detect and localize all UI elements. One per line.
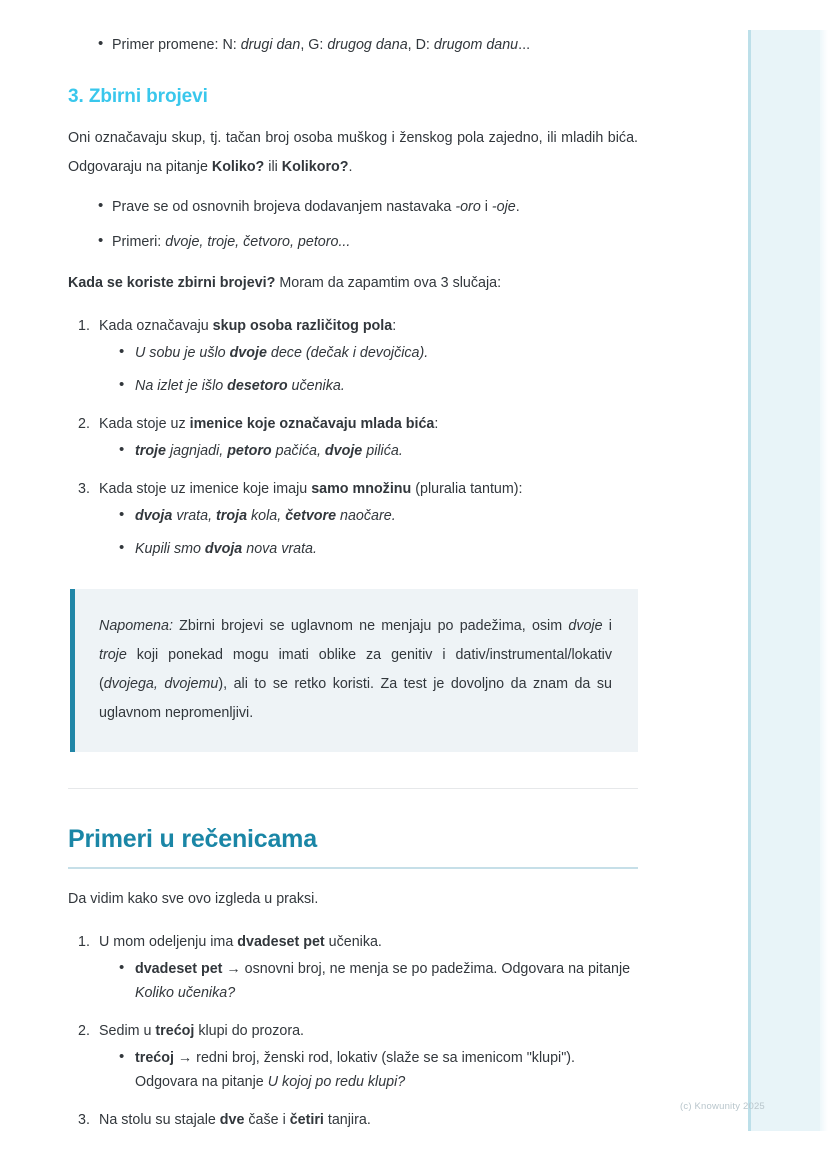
intro-part-1: Oni označavaju skup, tj. tačan broj osoba muškog i ženskog pola zajedno, ili mladih bića. Odgovaraju na pitanje [68,130,638,175]
list-item [98,231,638,253]
p0-bold: dvadeset pet [237,934,325,950]
intro-part-3: . [348,159,353,175]
list-item [68,477,638,561]
list-item [68,1108,638,1132]
list-item [98,196,638,218]
c1e0-em-2: jagnjadi, [165,443,228,459]
page-title-underline [68,867,638,869]
c2e0-em-3: kola, [247,508,286,524]
b0-part-1: Prave se od osnovnih brojeva dodavanjem nastavaka [112,199,456,215]
p2-bold: dve [219,1112,245,1128]
note-part-4: ), ali to se retko koristi. Za test je dovoljno da znam da su uglavnom nepromenljivi. [99,676,612,721]
c2e1-em-1: Kupili smo [135,541,205,557]
c2e0-b-3: četvore [285,508,337,524]
section-divider [68,788,638,789]
usage-lead-bold: Kada se koriste zbirni brojevi? [68,275,276,291]
note-label: Napomena: [99,618,173,634]
list-item [98,34,638,56]
bullet-text-lead: Primer promene: N: [112,37,241,53]
c2e1-b-1: dvoja [204,541,243,557]
side-panel-fade [820,30,828,1131]
primeri-intro: Da vidim kako sve ovo izgleda u praksi. [68,891,319,907]
list-item [68,314,638,398]
list-item [119,374,638,398]
bullet-em-2: drugog dana [327,37,408,53]
bullet-text-mid-1: , G: [300,37,328,53]
list-item [68,412,638,463]
usage-lead-rest: Moram da zapamtim ova 3 slučaja: [275,275,502,291]
p1-tail: klupi do prozora. [194,1023,305,1039]
c0e0-em-2: dece (dečak i devojčica). [266,345,429,361]
p2-bold-2: četiri [289,1112,324,1128]
note-part-3: koji ponekad mogu imati oblike za genitiv i dativ/instrumental/lokativ ( [99,647,612,692]
note-part-2: i [602,618,612,634]
c1e0-b-1: troje [135,443,166,459]
list-item [68,930,638,1005]
note-em-3: dvojega, dvojemu [103,676,219,692]
b1-em-1: dvoje, troje, četvoro, petoro... [165,234,351,250]
case2-examples [99,504,638,561]
case0-bold: skup osoba različitog pola [212,318,393,334]
c1e0-em-3: pačića, [271,443,325,459]
p1s0-bold: trećoj [135,1050,174,1066]
b0-em-2: -oje [491,199,516,215]
c2e0-em-4: naočare. [336,508,396,524]
c2e0-b-1: dvoja [135,508,173,524]
case0-examples [99,341,638,398]
p2-tail: čaše i [244,1112,290,1128]
top-bullet-list [68,34,638,56]
c1e0-b-3: dvoje [324,443,363,459]
c0e0-em-1: U sobu je ušlo [135,345,230,361]
c1e0-em-4: pilića. [362,443,403,459]
document-content [68,34,638,1132]
c2e0-em-2: vrata, [172,508,217,524]
b1-part-1: Primeri: [112,234,166,250]
note-callout [70,589,638,752]
intro-bold-kolikoro: Kolikoro? [281,159,349,175]
case2-bold: samo množinu [311,481,412,497]
c0e1-b-1: desetoro [227,378,288,394]
case0-lead: Kada označavaju [99,318,213,334]
bullet-text-mid-2: , D: [407,37,434,53]
p0s0-text: → osnovni broj, ne menja se po padežima. Odgovara na pitanje [222,961,631,977]
case1-bold: imenice koje označavaju mlada bića [189,416,435,432]
list-item [119,537,638,561]
p0s0-bold: dvadeset pet [135,961,223,977]
c0e0-b-1: dvoje [229,345,267,361]
zbirni-bullet-list [68,196,638,253]
usage-lead-paragraph [68,269,638,298]
list-item [119,957,638,1005]
intro-part-2: ili [264,159,282,175]
p0-lead: U mom odeljenju ima [99,934,238,950]
bullet-em-1: drugi dan [240,37,301,53]
p1-lead: Sedim u [99,1023,156,1039]
note-em-1: dvoje [568,618,603,634]
list-item [119,504,638,528]
p1s0-text: → redni broj, ženski rod, lokativ (slaže se sa imenicom "klupi"). Odgovara na pitanje [135,1050,576,1090]
side-panel-strip [748,30,820,1131]
case1-examples [99,439,638,463]
p0s0-em: Koliko učenika? [135,985,236,1001]
copyright-footer: (c) Knowunity 2025 [680,1101,765,1112]
list-item [119,341,638,365]
c2e1-em-2: nova vrata. [242,541,317,557]
b0-part-3: . [515,199,520,215]
note-paragraph [99,612,612,728]
note-em-2: troje [99,647,127,663]
p0-sub-list [99,957,638,1005]
c0e1-em-2: učenika. [287,378,345,394]
b0-em-1: -oro [455,199,481,215]
case2-tail: (pluralia tantum): [411,481,523,497]
list-item [119,1046,638,1094]
case1-tail: : [434,416,439,432]
b0-part-2: i [480,199,492,215]
case1-lead: Kada stoje uz [99,416,190,432]
zbirni-cases-list [68,314,638,561]
c0e1-em-1: Na izlet je išlo [135,378,228,394]
note-part-1: Zbirni brojevi se uglavnom ne menjaju po padežima, osim [172,618,569,634]
p1s0-em: U kojoj po redu klupi? [267,1074,406,1090]
case0-tail: : [392,318,397,334]
list-item [119,439,638,463]
c2e0-b-2: troja [216,508,248,524]
bullet-text-tail: ... [518,37,531,53]
section-intro-paragraph [68,124,638,182]
intro-bold-koliko: Koliko? [211,159,265,175]
c1e0-b-2: petoro [227,443,272,459]
primeri-list [68,930,638,1132]
p1-sub-list [99,1046,638,1094]
bullet-em-3: drugom danu [433,37,519,53]
section-heading-zbirni: 3. Zbirni brojevi [68,86,208,107]
p2-lead: Na stolu su stajale [99,1112,220,1128]
p0-tail: učenika. [324,934,382,950]
page-title-primeri: Primeri u rečenicama [68,825,317,853]
p2-tail-2: tanjira. [323,1112,371,1128]
case2-lead: Kada stoje uz imenice koje imaju [99,481,312,497]
list-item [68,1019,638,1094]
p1-bold: trećoj [155,1023,195,1039]
